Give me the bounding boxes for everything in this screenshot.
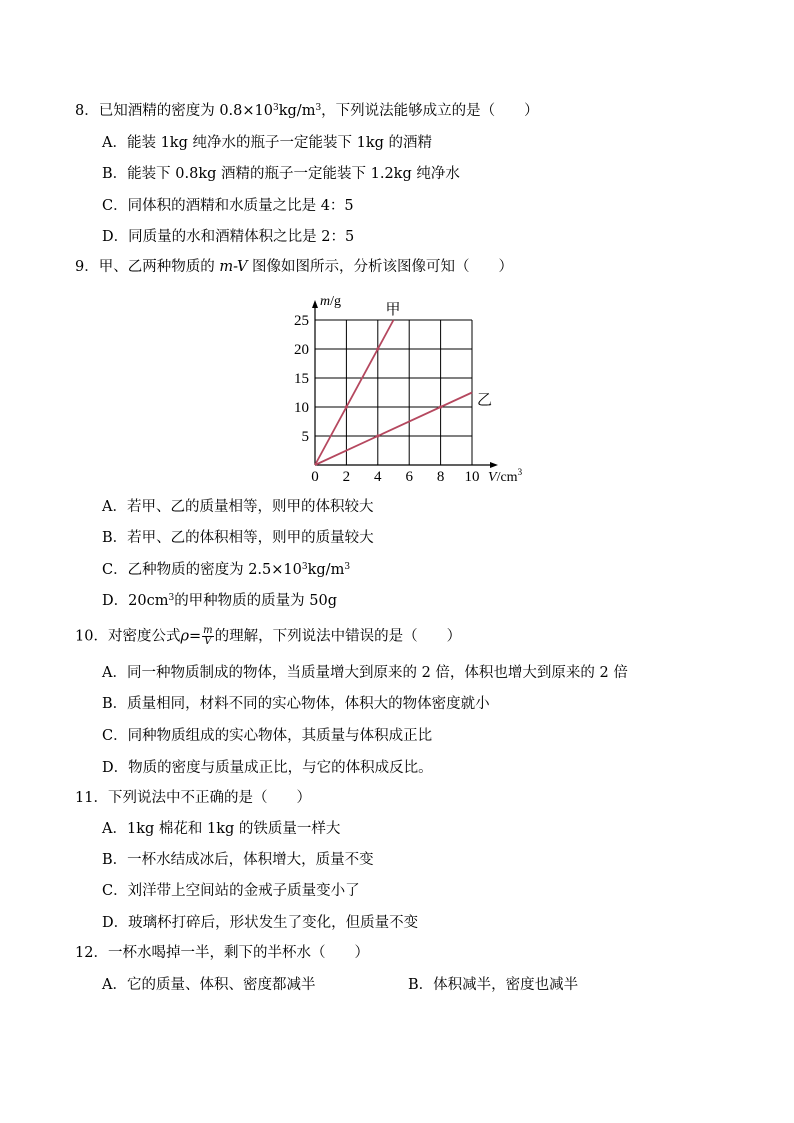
question-12-option-a: A．它的质量、体积、密度都减半 (102, 977, 316, 993)
question-8-option-d: D．同质量的水和酒精体积之比是 2：5 (102, 229, 355, 245)
y-tick-label: 5 (301, 429, 309, 445)
series-line-jia (315, 320, 394, 465)
question-10-option-a: A．同一种物质制成的物体，当质量增大到原来的 2 倍，体积也增大到原来的 2 倍 (102, 665, 628, 681)
question-11-option-b: B．一杯水结成冰后，体积增大，质量不变 (102, 852, 374, 868)
data-point (345, 405, 348, 408)
question-9-option-b: B．若甲、乙的体积相等，则甲的质量较大 (102, 530, 374, 546)
m-v-chart (280, 285, 540, 485)
question-10-option-d: D．物质的密度与质量成正比，与它的体积成反比。 (102, 760, 433, 776)
question-8-option-a: A．能装 1kg 纯净水的瓶子一定能装下 1kg 的酒精 (102, 135, 432, 151)
y-tick-label: 25 (294, 313, 309, 329)
y-tick-label: 10 (294, 400, 309, 416)
x-tick-label: 10 (464, 469, 480, 485)
x-axis-label: $V/cm^3$ (488, 467, 523, 485)
x-tick-label: 8 (436, 469, 445, 485)
x-tick-label: 0 (311, 469, 319, 485)
y-tick-label: 15 (294, 371, 309, 387)
data-point (439, 405, 442, 408)
question-9-option-a: A．若甲、乙的质量相等，则甲的体积较大 (102, 499, 374, 515)
data-point (376, 347, 379, 350)
question-8-option-b: B．能装下 0.8kg 酒精的瓶子一定能装下 1.2kg 纯净水 (102, 166, 460, 182)
rho-symbol: ρ= (180, 628, 202, 645)
density-fraction: $\frac{m}{V}$ (203, 625, 213, 647)
question-10-option-b: B．质量相同，材料不同的实心物体，体积大的物体密度就小 (102, 696, 490, 712)
y-axis-arrow (312, 300, 318, 308)
y-axis-label: m/g (320, 294, 342, 309)
question-12-option-b: B．体积减半，密度也减半 (408, 977, 579, 993)
series-label-yi: 乙 (477, 392, 493, 409)
question-8-stem: 8．已知酒精的密度为 $0.8\times 10^3kg/m^3$，下列说法能够成立的是（ ） (75, 103, 539, 119)
question-11-option-c: C．刘洋带上空间站的金戒子质量变小了 (102, 883, 360, 899)
question-8-option-c: C．同体积的酒精和水质量之比是 4：5 (102, 198, 354, 214)
question-11-stem: 11．下列说法中不正确的是（ ） (75, 790, 311, 806)
series-line-yi (315, 393, 472, 466)
question-10-stem: 10．对密度公式ρ= $\frac{m}{V}$ 的理解，下列说法中错误的是（ ） (75, 625, 462, 647)
x-tick-label: 4 (374, 469, 382, 485)
question-12-stem: 12．一杯水喝掉一半，剩下的半杯水（ ） (75, 945, 369, 961)
series-label-jia: 甲 (385, 302, 401, 318)
question-9-option-d: D．$20cm^3$的甲种物质的质量为 50g (102, 593, 338, 609)
question-10-option-c: C．同种物质组成的实心物体，其质量与体积成正比 (102, 728, 433, 744)
x-tick-label: 6 (405, 469, 413, 485)
x-axis-arrow (490, 462, 498, 468)
y-tick-label: 20 (294, 342, 309, 358)
question-11-option-a: A．1kg 棉花和 1kg 的铁质量一样大 (102, 821, 341, 837)
x-tick-label: 2 (342, 469, 351, 485)
question-9-stem: 9．甲、乙两种物质的 m-V 图像如图所示，分析该图像可知（ ） (75, 259, 514, 275)
question-9-option-c: C．乙种物质的密度为 $2.5\times 10^3kg/m^3$ (102, 562, 351, 578)
data-point (376, 434, 379, 437)
question-11-option-d: D．玻璃杯打碎后，形状发生了变化，但质量不变 (102, 915, 419, 931)
